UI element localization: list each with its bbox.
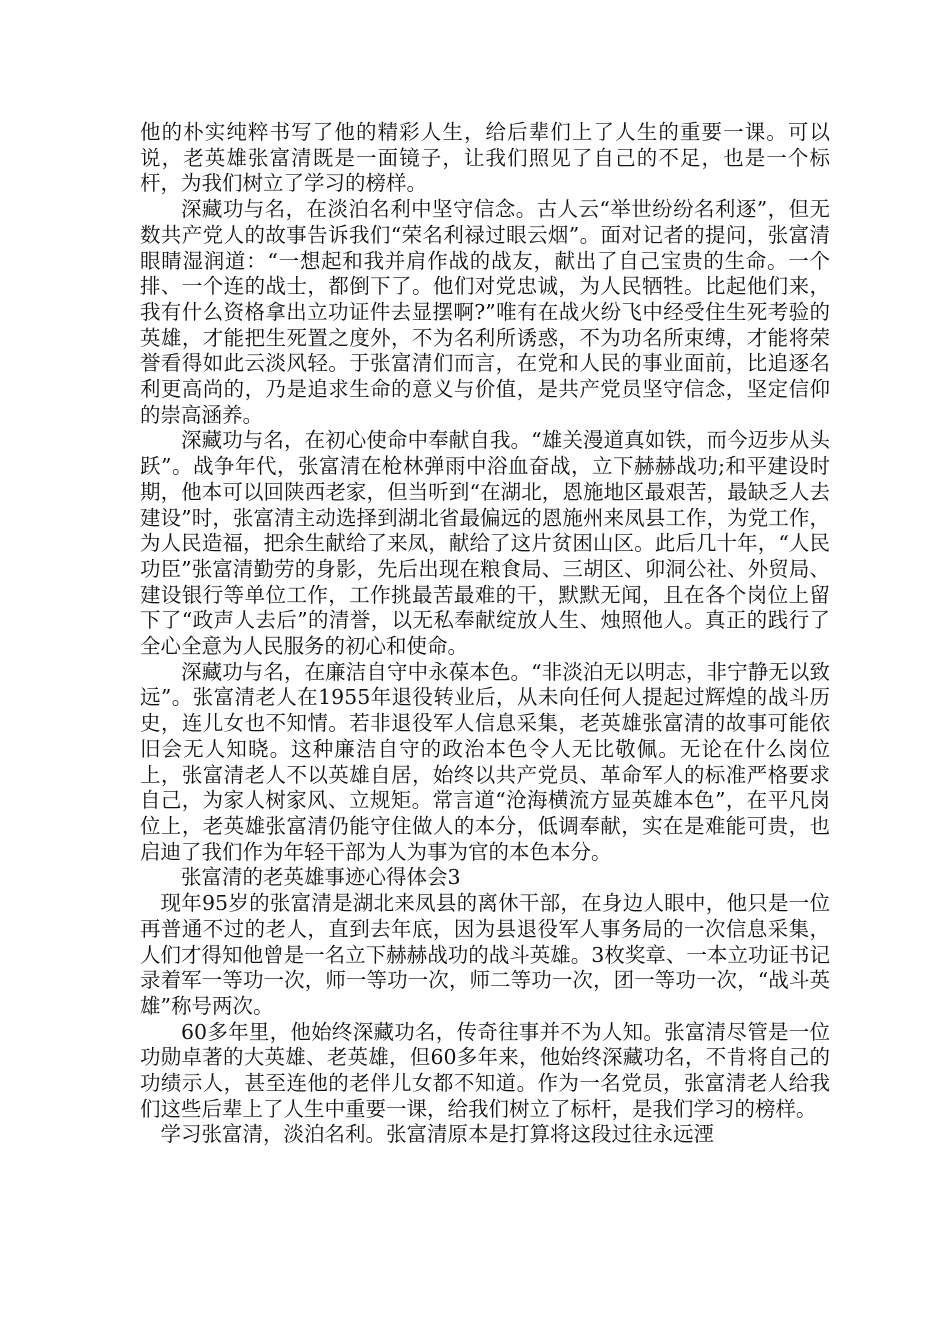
paragraph-1: 他的朴实纯粹书写了他的精彩人生，给后辈们上了人生的重要一课。可以说，老英雄张富清既是一面镜子，让我们照见了自己的不足，也是一个标杆，为我们树立了学习的榜样。 <box>140 120 830 196</box>
paragraph-4: 深藏功与名，在廉洁自守中永葆本色。“非淡泊无以明志，非宁静无以致远”。张富清老人在1955年退役转业后，从未向任何人提起过辉煌的战斗历史，连儿女也不知情。若非退役军人信息采集，老英雄张富清的故事可能依旧会无人知晓。这种廉洁自守的政治本色令人无比敬佩。无论在什么岗位上，张富清老人不以英雄自居，始终以共产党员、革命军人的标准严格要求自己，为家人树家风、立规矩。常言道“沧海横流方显英雄本色”，在平凡岗位上，老英雄张富清仍能守住做人的本分，低调奉献，实在是难能可贵，也启迪了我们作为年轻干部为人为事为官的本色本分。 <box>140 659 830 864</box>
paragraph-5: 现年95岁的张富清是湖北来凤县的离休干部，在身边人眼中，他只是一位再普通不过的老人，直到去年底，因为县退役军人事务局的一次信息采集，人们才得知他曾是一名立下赫赫战功的战斗英雄。3枚奖章、一本立功证书记录着军一等功一次，师一等功一次，师二等功一次，团一等功一次，“战斗英雄”称号两次。 <box>140 891 830 1018</box>
paragraph-2: 深藏功与名，在淡泊名利中坚守信念。古人云“举世纷纷名利逐”，但无数共产党人的故事告诉我们“荣名利禄过眼云烟”。面对记者的提问，张富清眼睛湿润道：“一想起和我并肩作战的战友，献出了自己宝贵的生命。一个排、一个连的战士，都倒下了。他们对党忠诚，为人民牺牲。比起他们来，我有什么资格拿出立功证件去显摆啊?”唯有在战火纷飞中经受住生死考验的英雄，才能把生死置之度外，不为名利所诱惑，不为功名所束缚，才能将荣誉看得如此云淡风轻。于张富清们而言，在党和人民的事业面前，比追逐名利更高尚的，乃是追求生命的意义与价值，是共产党员坚守信念，坚定信仰的崇高涵养。 <box>140 197 830 427</box>
paragraph-3: 深藏功与名，在初心使命中奉献自我。“雄关漫道真如铁，而今迈步从头跃”。战争年代，张富清在枪林弹雨中浴血奋战，立下赫赫战功;和平建设时期，他本可以回陕西老家，但当听到“在湖北，恩施地区最艰苦，最缺乏人去建设”时，张富清主动选择到湖北省最偏远的恩施州来凤县工作，为党工作，为人民造福，把余生献给了来凤，献给了这片贫困山区。此后几十年，“人民功臣”张富清勤劳的身影，先后出现在粮食局、三胡区、卯洞公社、外贸局、建设银行等单位工作，工作挑最苦最难的干，默默无闻，且在各个岗位上留下了“政声人去后”的清誉，以无私奉献绽放人生、烛照他人。真正的践行了全心全意为人民服务的初心和使命。 <box>140 428 830 659</box>
document-page <box>140 120 830 1148</box>
paragraph-6: 60多年里，他始终深藏功名，传奇往事并不为人知。张富清尽管是一位功勋卓著的大英雄、老英雄，但60多年来，他始终深藏功名，不肯将自己的功绩示人，甚至连他的老伴儿女都不知道。作为一名党员，张富清老人给我们这些后辈上了人生中重要一课，给我们树立了标杆，是我们学习的榜样。 <box>140 1019 830 1121</box>
paragraph-7: 学习张富清，淡泊名利。张富清原本是打算将这段过往永远湮 <box>160 1122 714 1147</box>
section-heading: 张富清的老英雄事迹心得体会3 <box>181 865 461 890</box>
